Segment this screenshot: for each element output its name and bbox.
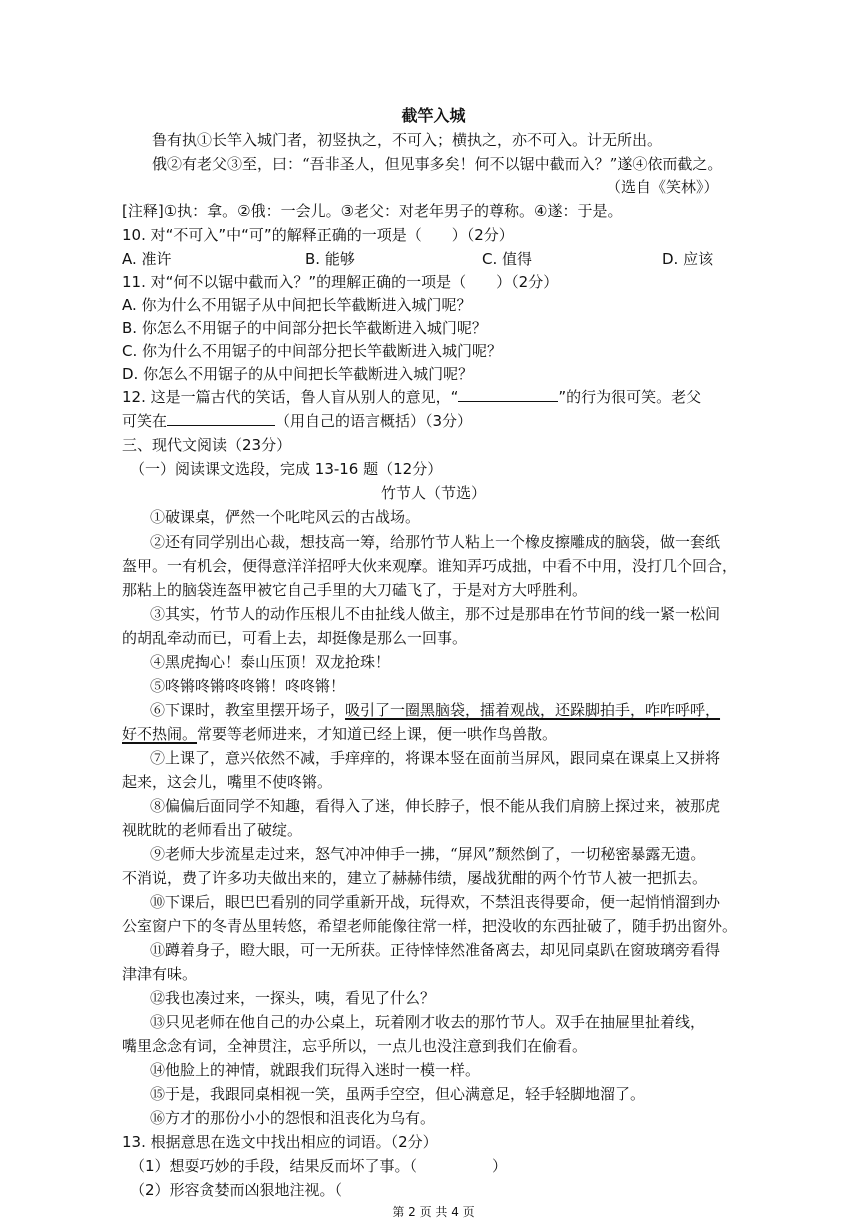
para-2-line-1: ②还有同学别出心裁，想技高一筹，给那竹节人粘上一个橡皮擦雕成的脑袋，做一套纸: [150, 533, 721, 551]
q10-stem: 10. 对“不可入”中“可”的解释正确的一项是（ ）（2分）: [122, 226, 514, 244]
para-10-line-1: ⑩下课后，眼巴巴看别的同学重新开战，玩得欢，不禁沮丧得要命，便一起悄悄溜到办: [150, 893, 721, 911]
para-6-underlined-1: 吸引了一圈黑脑袋，擂着观战，还跺脚拍手，咋咋呼呼，: [345, 701, 721, 719]
classical-title: 截竿入城: [401, 106, 466, 125]
para-14: ⑭他脸上的神情，就跟我们玩得入迷时一模一样。: [150, 1061, 481, 1079]
q12-blank-1[interactable]: [458, 401, 558, 402]
para-13-line-1: ⑬只见老师在他自己的办公桌上，玩着刚才收去的那竹节人。双手在抽屉里扯着线，: [150, 1013, 706, 1031]
para-6-plain-2: 常要等老师进来，才知道已经上课，便一哄作鸟兽散。: [197, 725, 558, 743]
page-footer: 第 2 页 共 4 页: [392, 1205, 475, 1219]
section-3-heading: 三、现代文阅读（23分）: [122, 436, 292, 454]
para-12: ⑫我也凑过来，一探头，咦，看见了什么？: [150, 989, 436, 1007]
para-8-line-1: ⑧偏偏后面同学不知趣，看得入了迷，伸长脖子，恨不能从我们肩膀上探过来，被那虎: [150, 797, 721, 815]
para-16: ⑯方才的那份小小的怨恨和沮丧化为乌有。: [150, 1109, 436, 1127]
q12-line-1: [122, 390, 701, 405]
para-7-line-2: 起来，这会儿，嘴里不使咚锵。: [122, 773, 333, 791]
para-1: ①破课桌，俨然一个叱咤风云的古战场。: [150, 508, 421, 526]
q12-part-3: 可笑在: [122, 412, 168, 430]
q10-option-c: C. 值得: [482, 250, 533, 268]
para-4: ④黑虎掏心！泰山压顶！双龙抢珠！: [150, 653, 391, 671]
q11-option-b: B. 你怎么不用锯子的中间部分把长竿截断进入城门呢？: [122, 319, 487, 337]
para-2-line-3: 那粘上的脑袋连盔甲被它自己手里的大刀磕飞了，于是对方大呼胜利。: [122, 581, 588, 599]
q12-blank-2[interactable]: [167, 425, 275, 426]
para-15: ⑮于是，我跟同桌相视一笑，虽两手空空，但心满意足，轻手轻脚地溜了。: [150, 1085, 646, 1103]
classical-notes: [注释]①执：拿。②俄：一会儿。③老父：对老年男子的尊称。④遂：于是。: [122, 202, 623, 220]
q13-stem: 13. 根据意思在选文中找出相应的词语。（2分）: [122, 1133, 438, 1151]
para-3-line-2: 的胡乱牵动而已，可看上去，却挺像是那么一回事。: [122, 629, 468, 647]
modern-title: 竹节人（节选）: [380, 484, 486, 502]
para-6-line-1: [150, 703, 720, 718]
q12-line-2: [122, 414, 472, 429]
para-13-line-2: 嘴里念念有词，全神贯注，忘乎所以，一点儿也没注意到我们在偷看。: [122, 1037, 588, 1055]
q13-item-2: （2）形容贪婪而凶狠地注视。（: [130, 1181, 418, 1199]
subsection-1-heading: （一）阅读课文选段，完成 13-16 题（12分）: [130, 460, 443, 478]
q11-option-a: A. 你为什么不用锯子从中间把长竿截断进入城门呢？: [122, 296, 472, 314]
q10-option-a: A. 准许: [122, 250, 172, 268]
q12-part-1: 12. 这是一篇古代的笑话，鲁人盲从别人的意见，“: [122, 388, 459, 406]
q11-stem: 11. 对“何不以锯中截而入？”的理解正确的一项是（ ）（2分）: [122, 273, 559, 291]
classical-source: （选自《笑林》）: [606, 178, 719, 196]
q11-option-d: D. 你怎么不用锯子的从中间把长竿截断进入城门呢？: [122, 365, 474, 383]
para-10-line-2: 公室窗户下的冬青丛里转悠，希望老师能像往常一样，把没收的东西扯破了，随手扔出窗外。: [122, 917, 738, 935]
para-7-line-1: ⑦上课了，意兴依然不减，手痒痒的，将课本竖在面前当屏风，跟同桌在课桌上又拼将: [150, 749, 721, 767]
para-9-line-1: ⑨老师大步流星走过来，怒气冲冲伸手一拂，“屏风”颓然倒了，一切秘密暴露无遗。: [150, 845, 706, 863]
para-6-underlined-2: 好不热闹。: [122, 725, 198, 743]
q13-item-1: （1）想耍巧妙的手段，结果反而坏了事。（ ）: [130, 1157, 508, 1175]
classical-line-1: 鲁有执①长竿入城门者，初竖执之，不可入；横执之，亦不可入。计无所出。: [152, 131, 663, 149]
para-2-line-2: 盔甲。一有机会，便得意洋洋招呼大伙来观摩。谁知弄巧成拙，中看不中用，没打几个回合，: [122, 557, 738, 575]
para-3-line-1: ③其实，竹节人的动作压根儿不由扯线人做主，那不过是那串在竹节间的线一紧一松间: [150, 605, 721, 623]
para-11-line-1: ⑪蹲着身子，瞪大眼，可一无所获。正待悻悻然准备离去，却见同桌趴在窗玻璃旁看得: [150, 941, 721, 959]
q10-option-d: D. 应该: [662, 250, 714, 268]
classical-line-2: 俄②有老父③至，曰：“吾非圣人，但见事多矣！何不以锯中截而入？”遂④依而截之。: [152, 155, 723, 173]
para-11-line-2: 津津有味。: [122, 965, 198, 983]
q12-part-2: ”的行为很可笑。老父: [558, 388, 702, 406]
q12-part-4: （用自己的语言概括）（3分）: [275, 412, 473, 430]
para-6-line-2: [122, 727, 557, 742]
q10-option-b: B. 能够: [305, 250, 355, 268]
para-9-line-2: 不消说，费了许多功夫做出来的，建立了赫赫伟绩，屡战犹酣的两个竹节人被一把抓去。: [122, 869, 708, 887]
para-6-plain-1: ⑥下课时，教室里摆开场子，: [150, 701, 346, 719]
para-8-line-2: 视眈眈的老师看出了破绽。: [122, 821, 303, 839]
para-5: ⑤咚锵咚锵咚咚锵！咚咚锵！: [150, 677, 346, 695]
q11-option-c: C. 你为什么不用锯子的中间部分把长竿截断进入城门呢？: [122, 342, 503, 360]
